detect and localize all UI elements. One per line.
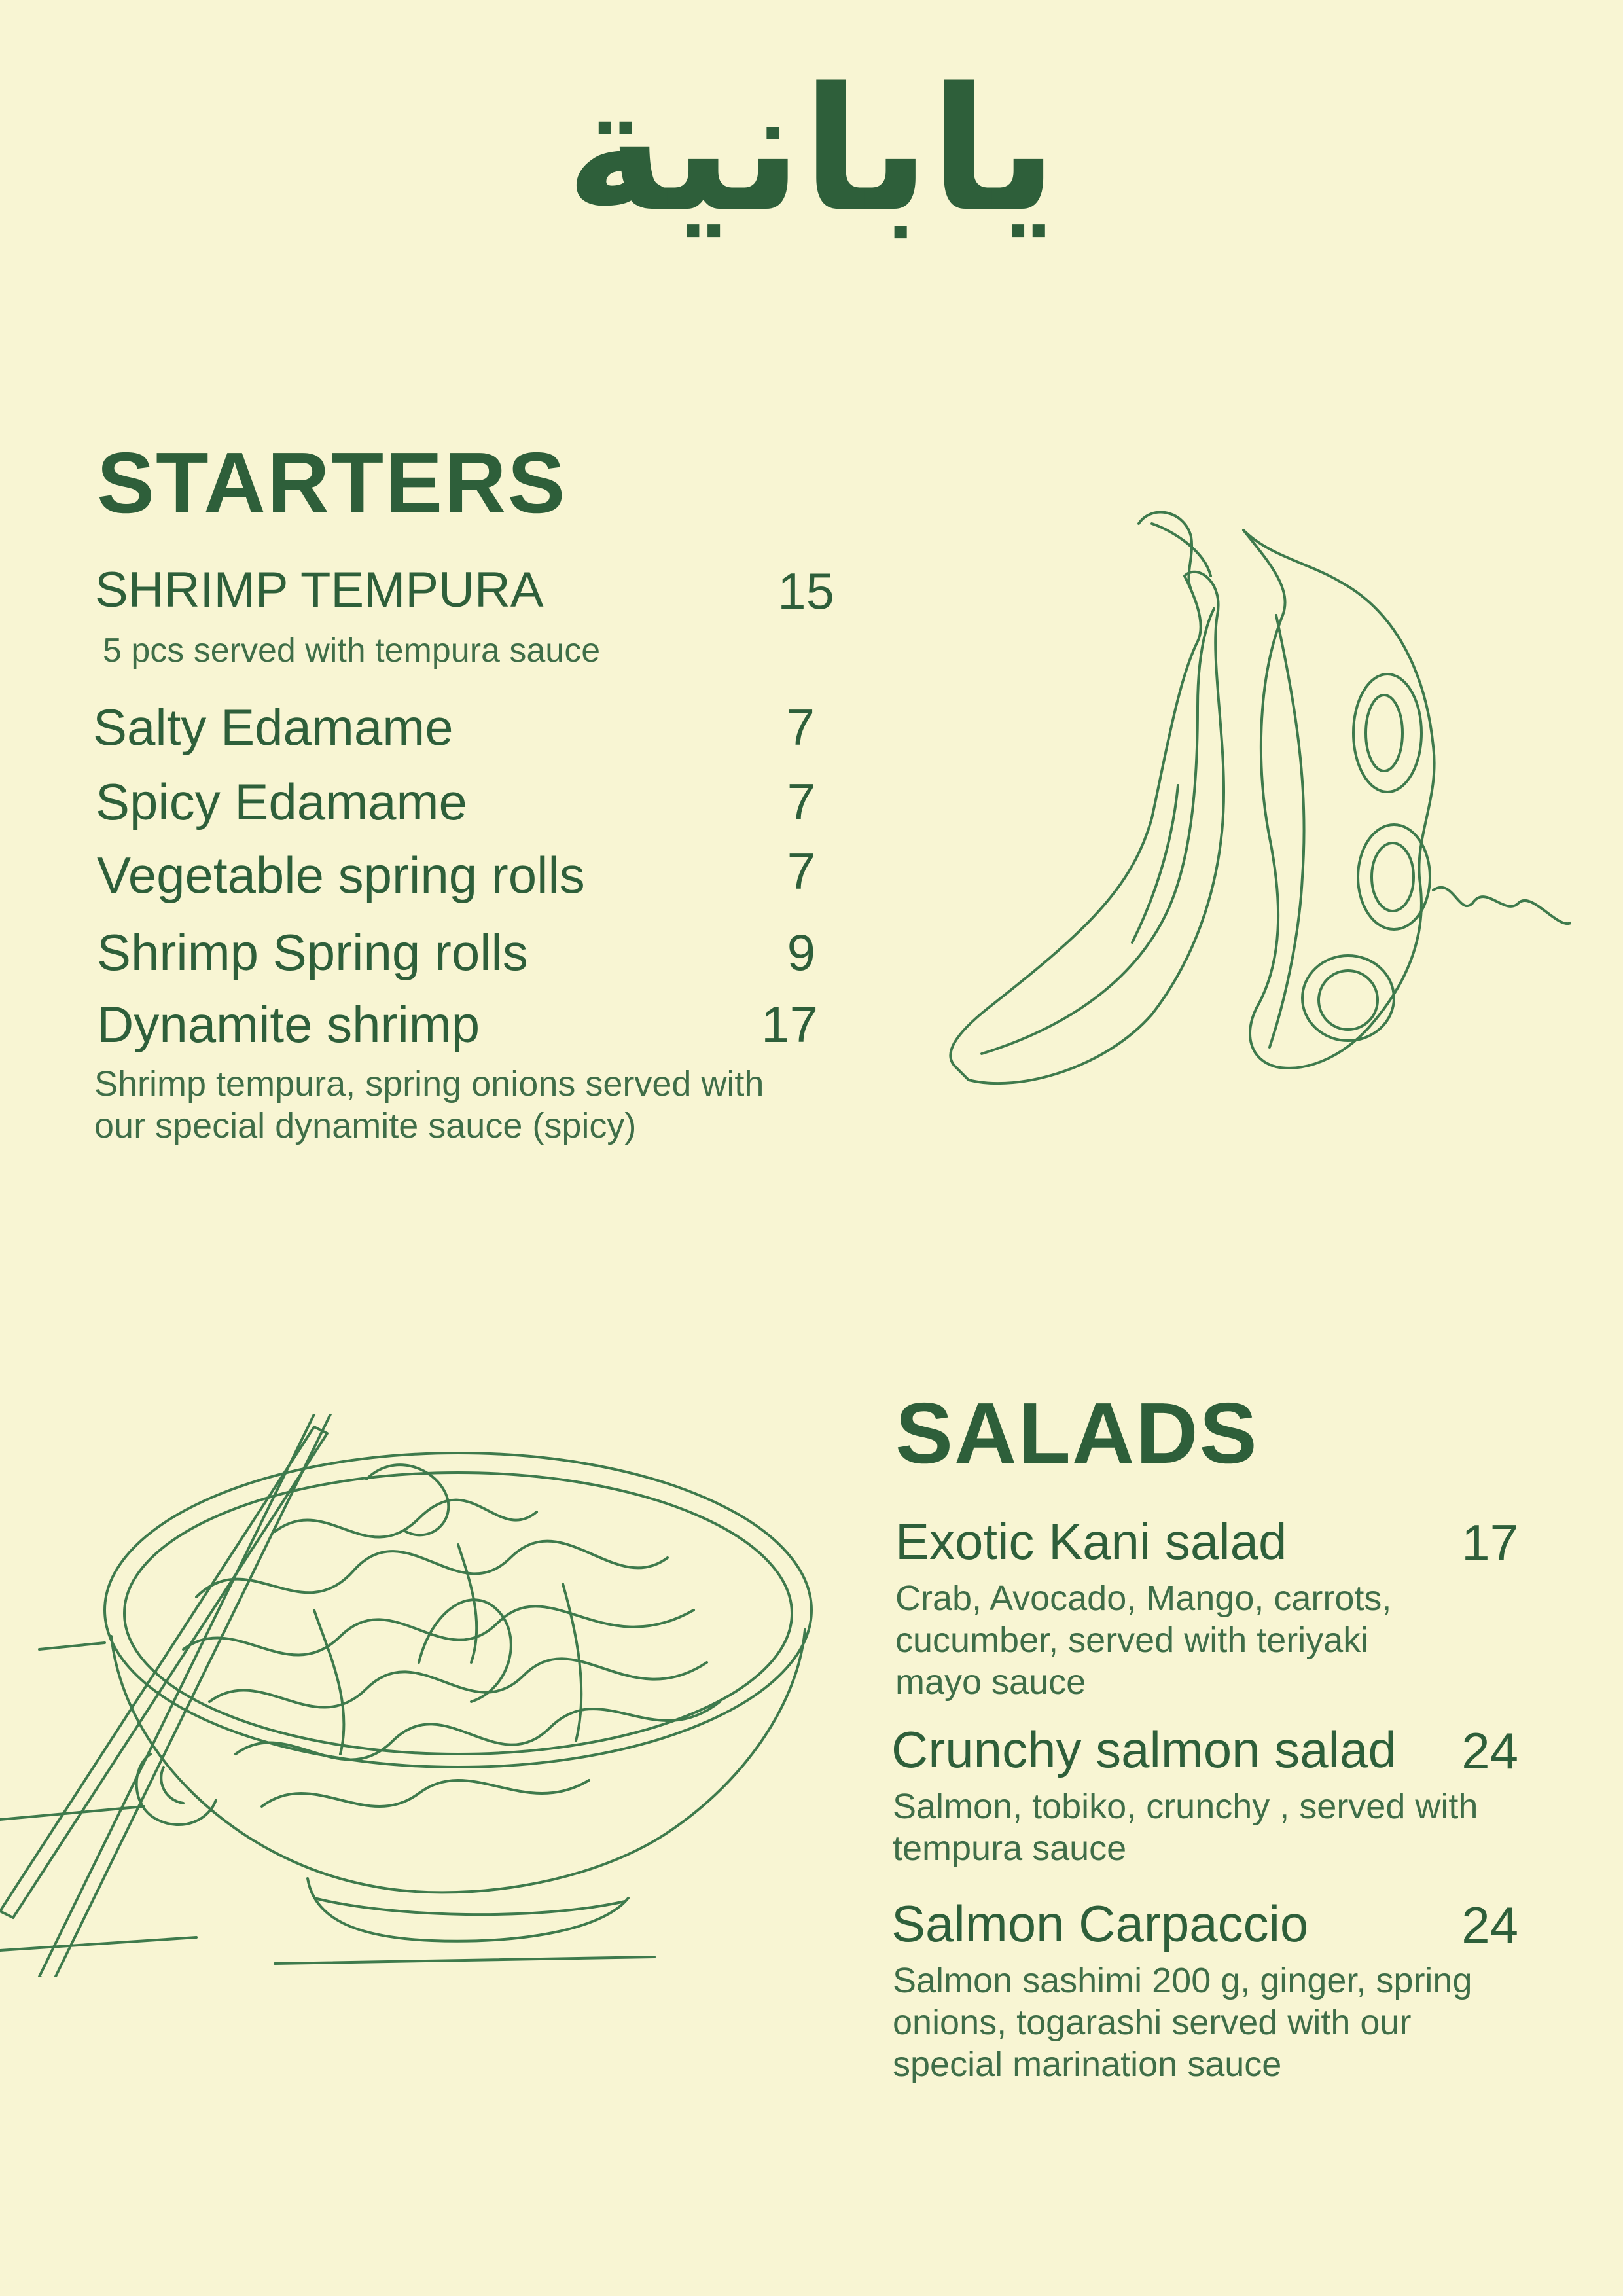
item-price: 24 bbox=[1461, 1896, 1518, 1954]
item-description: 5 pcs served with tempura sauce bbox=[103, 632, 601, 670]
item-name: Vegetable spring rolls bbox=[97, 846, 585, 904]
item-description: Shrimp tempura, spring onions served with our special dynamite sauce (spicy) bbox=[94, 1064, 764, 1145]
item-name: Salty Edamame bbox=[93, 698, 454, 756]
item-price: 17 bbox=[1461, 1514, 1518, 1571]
edamame-illustration bbox=[916, 511, 1571, 1152]
item-name: Spicy Edamame bbox=[96, 773, 467, 831]
noodle-bowl-illustration bbox=[0, 1414, 838, 1977]
item-name: Crunchy salmon salad bbox=[891, 1721, 1397, 1778]
item-price: 17 bbox=[761, 996, 818, 1053]
item-description: Salmon sashimi 200 g, ginger, spring onions, togarashi served with our special marination sauce bbox=[893, 1961, 1472, 2084]
item-description: Crab, Avocado, Mango, carrots, cucumber, served with teriyaki mayo sauce bbox=[895, 1579, 1392, 1702]
item-description: Salmon, tobiko, crunchy , served with tempura sauce bbox=[893, 1787, 1478, 1868]
item-name: SHRIMP TEMPURA bbox=[95, 562, 544, 618]
item-name: Salmon Carpaccio bbox=[891, 1895, 1309, 1952]
item-price: 9 bbox=[787, 924, 815, 981]
item-price: 7 bbox=[786, 698, 815, 756]
item-name: Exotic Kani salad bbox=[895, 1513, 1287, 1570]
item-price: 24 bbox=[1461, 1722, 1518, 1780]
brand-logo: يابانية bbox=[565, 52, 1058, 249]
salads-title: SALADS bbox=[895, 1385, 1258, 1481]
item-name: Shrimp Spring rolls bbox=[97, 924, 528, 981]
item-name: Dynamite shrimp bbox=[97, 996, 480, 1053]
item-price: 15 bbox=[777, 562, 834, 620]
starters-title: STARTERS bbox=[97, 435, 567, 531]
item-price: 7 bbox=[787, 842, 815, 900]
item-price: 7 bbox=[787, 773, 815, 831]
